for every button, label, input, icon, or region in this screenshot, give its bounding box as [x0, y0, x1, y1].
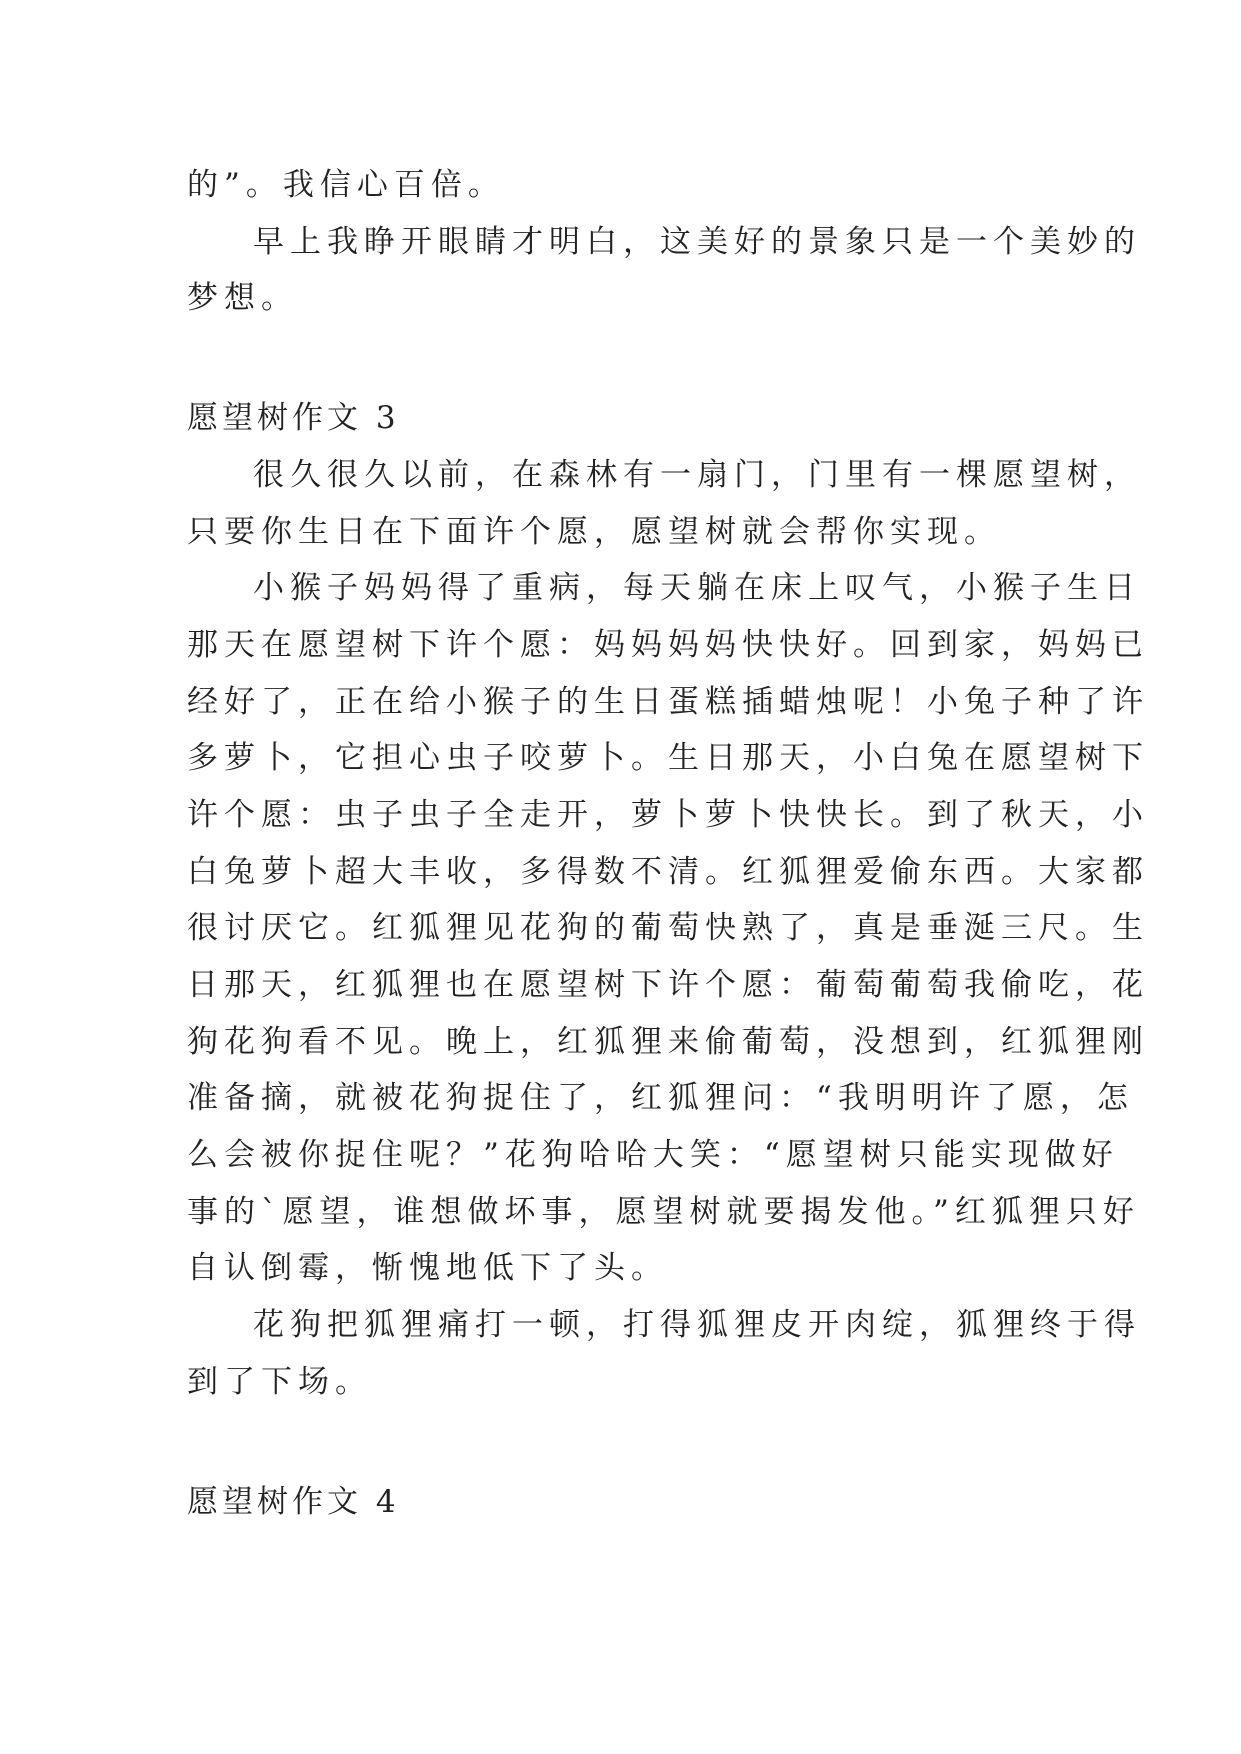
- paragraph-line: 梦想。: [187, 280, 298, 316]
- paragraph-line: 小猴子妈妈得了重病，每天躺在床上叹气，小猴子生日: [253, 570, 1141, 606]
- paragraph-line: 的”。我信心百倍。: [187, 167, 505, 203]
- paragraph-line: 很久很久以前，在森林有一扇门，门里有一棵愿望树，: [253, 457, 1141, 493]
- paragraph-line: 事的`愿望，谁想做坏事，愿望树就要揭发他。”红狐狸只好: [187, 1194, 1140, 1230]
- paragraph-line: 很讨厌它。红狐狸见花狗的葡萄快熟了，真是垂涎三尺。生: [187, 910, 1149, 946]
- paragraph-line: 自认倒霉，惭愧地低下了头。: [187, 1250, 668, 1286]
- paragraph-line: 经好了，正在给小猴子的生日蛋糕插蜡烛呢！小兔子种了许: [187, 684, 1149, 720]
- paragraph-line: 准备摘，就被花狗捉住了，红狐狸问：“我明明许了愿，怎: [187, 1080, 1134, 1116]
- section-heading: 愿望树作文 3: [187, 400, 400, 436]
- section-heading: 愿望树作文 4: [187, 1484, 400, 1520]
- paragraph-line: 花狗把狐狸痛打一顿，打得狐狸皮开肉绽，狐狸终于得: [253, 1307, 1141, 1343]
- paragraph-line: 日那天，红狐狸也在愿望树下许个愿：葡萄葡萄我偷吃，花: [187, 967, 1149, 1003]
- paragraph-line: 许个愿：虫子虫子全走开，萝卜萝卜快快长。到了秋天，小: [187, 797, 1149, 833]
- paragraph-line: 白兔萝卜超大丰收，多得数不清。红狐狸爱偷东西。大家都: [187, 854, 1149, 890]
- paragraph-line: 多萝卜，它担心虫子咬萝卜。生日那天，小白兔在愿望树下: [187, 740, 1149, 776]
- paragraph-line: 狗花狗看不见。晚上，红狐狸来偷葡萄，没想到，红狐狸刚: [187, 1024, 1149, 1060]
- paragraph-line: 到了下场。: [187, 1364, 372, 1400]
- paragraph-line: 那天在愿望树下许个愿：妈妈妈妈快快好。回到家，妈妈已: [187, 627, 1149, 663]
- paragraph-line: 早上我睁开眼睛才明白，这美好的景象只是一个美妙的: [253, 224, 1141, 260]
- paragraph-line: 只要你生日在下面许个愿，愿望树就会帮你实现。: [187, 514, 1001, 550]
- paragraph-line: 么会被你捉住呢？”花狗哈哈大笑：“愿望树只能实现做好: [187, 1137, 1119, 1173]
